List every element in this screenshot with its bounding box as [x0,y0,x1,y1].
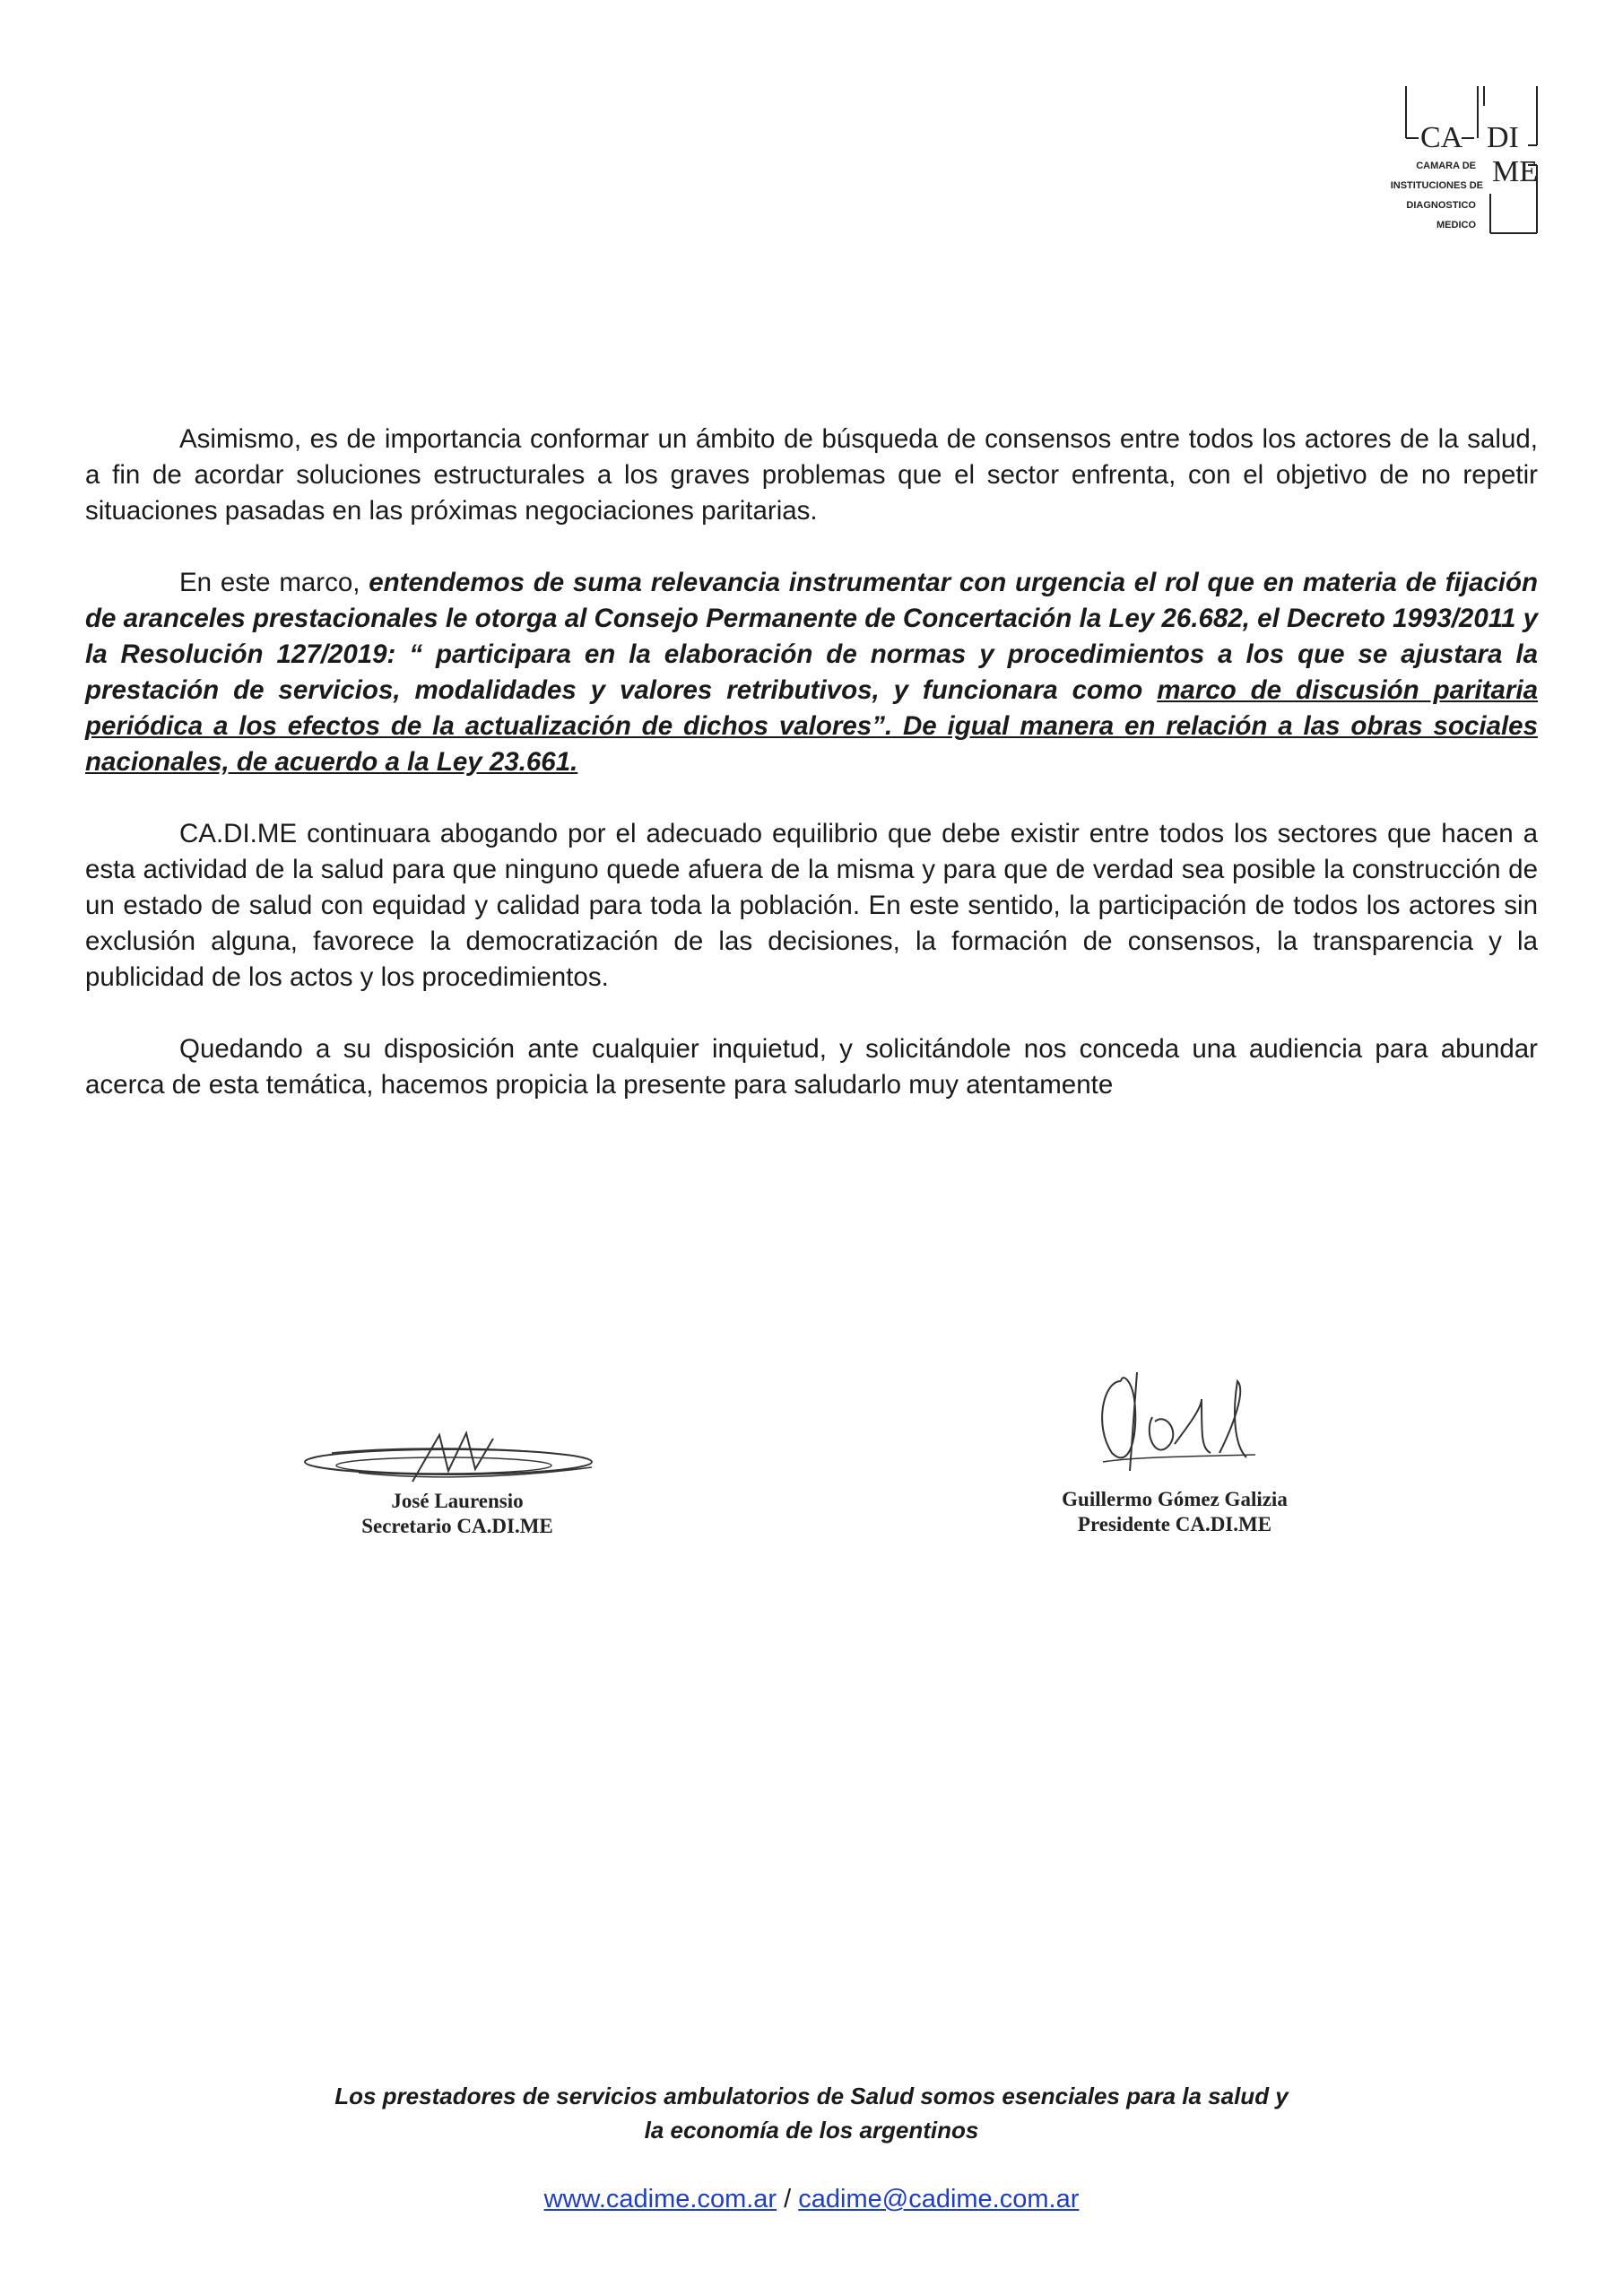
logo-mark-me: ME [1492,155,1538,188]
footer-slogan [273,2079,1350,2147]
paragraph-2 [85,565,1538,780]
logo-line-1: CAMARA DE [1416,161,1476,171]
paragraph-2-underlined: marco de discusión paritaria periódica a los efectos de la actualización de dichos valores”. De igual manera en relación a las obras sociales nacionales, de acuerdo a la Ley 23.661. [85,675,1538,777]
logo-mark-di: DI [1487,121,1519,154]
signature-laurensio-icon [296,1426,619,1489]
logo-line-4: MEDICO [1436,220,1476,230]
link-separator: / [777,2185,799,2213]
paragraph-4: Quedando a su disposición ante cualquier inquietud, y solicitándole nos conceda una audiencia para abundar acerca de esta temática, hacemos propicia la presente para saludarlo muy atentamente [85,1034,1538,1100]
signature-gomez-galizia-icon [1067,1345,1282,1487]
cadime-logo [1345,79,1542,240]
signatory-role-left: Secretario CA.DI.ME [361,1515,553,1537]
signature-block-right [986,1345,1363,1537]
footer-slogan-line-2: la economía de los argentinos [644,2117,979,2144]
logo-mark-ca: CA [1420,121,1463,154]
signatory-name-left: José Laurensio [391,1490,524,1512]
logo-line-2: INSTITUCIONES DE [1390,180,1483,191]
paragraph-2-emphasis: entendemos de suma relevancia instrumentar con urgencia el rol que en materia de fijación de aranceles prestacionales le otorga al Consejo Permanente de Concertación la Ley 26.682, el Decreto 1993/2011 y la Resolución 127/2019: “ participara en la elaboración de normas y procedimientos a los que se ajustara la prestación de servicios, modalidades y valores retributivos, y funcionara como [85,568,1538,705]
signatory-name-right: Guillermo Gómez Galizia [1062,1488,1288,1510]
logo-line-3: DIAGNOSTICO [1406,200,1476,211]
letter-body [85,422,1538,1139]
website-link[interactable]: www.cadime.com.ar [543,2185,777,2213]
footer-slogan-line-1: Los prestadores de servicios ambulatorios de Salud somos esenciales para la salud y [334,2083,1289,2109]
paragraph-1: Asimismo, es de importancia conformar un ámbito de búsqueda de consensos entre todos los actores de la salud, a fin de acordar soluciones estructurales a los graves problemas que el sector enfrenta, con el objetivo de no repetir situaciones pasadas en las próximas negociaciones paritarias. [85,424,1538,526]
footer-links [273,2181,1350,2217]
signature-block-left [269,1426,646,1539]
paragraph-2-lead: En este marco, [179,568,369,597]
email-link[interactable]: cadime@cadime.com.ar [798,2185,1080,2213]
signatory-role-right: Presidente CA.DI.ME [1077,1513,1272,1535]
paragraph-3: CA.DI.ME continuara abogando por el adecuado equilibrio que debe existir entre todos los sectores que hacen a esta actividad de la salud para que ninguno quede afuera de la misma y para que de verdad sea posible la construcción de un estado de salud con equidad y calidad para toda la población. En este sentido, la participación de todos los actores sin exclusión alguna, favorece la democratización de las decisiones, la formación de consensos, la transparencia y la publicidad de los actos y los procedimientos. [85,819,1538,992]
